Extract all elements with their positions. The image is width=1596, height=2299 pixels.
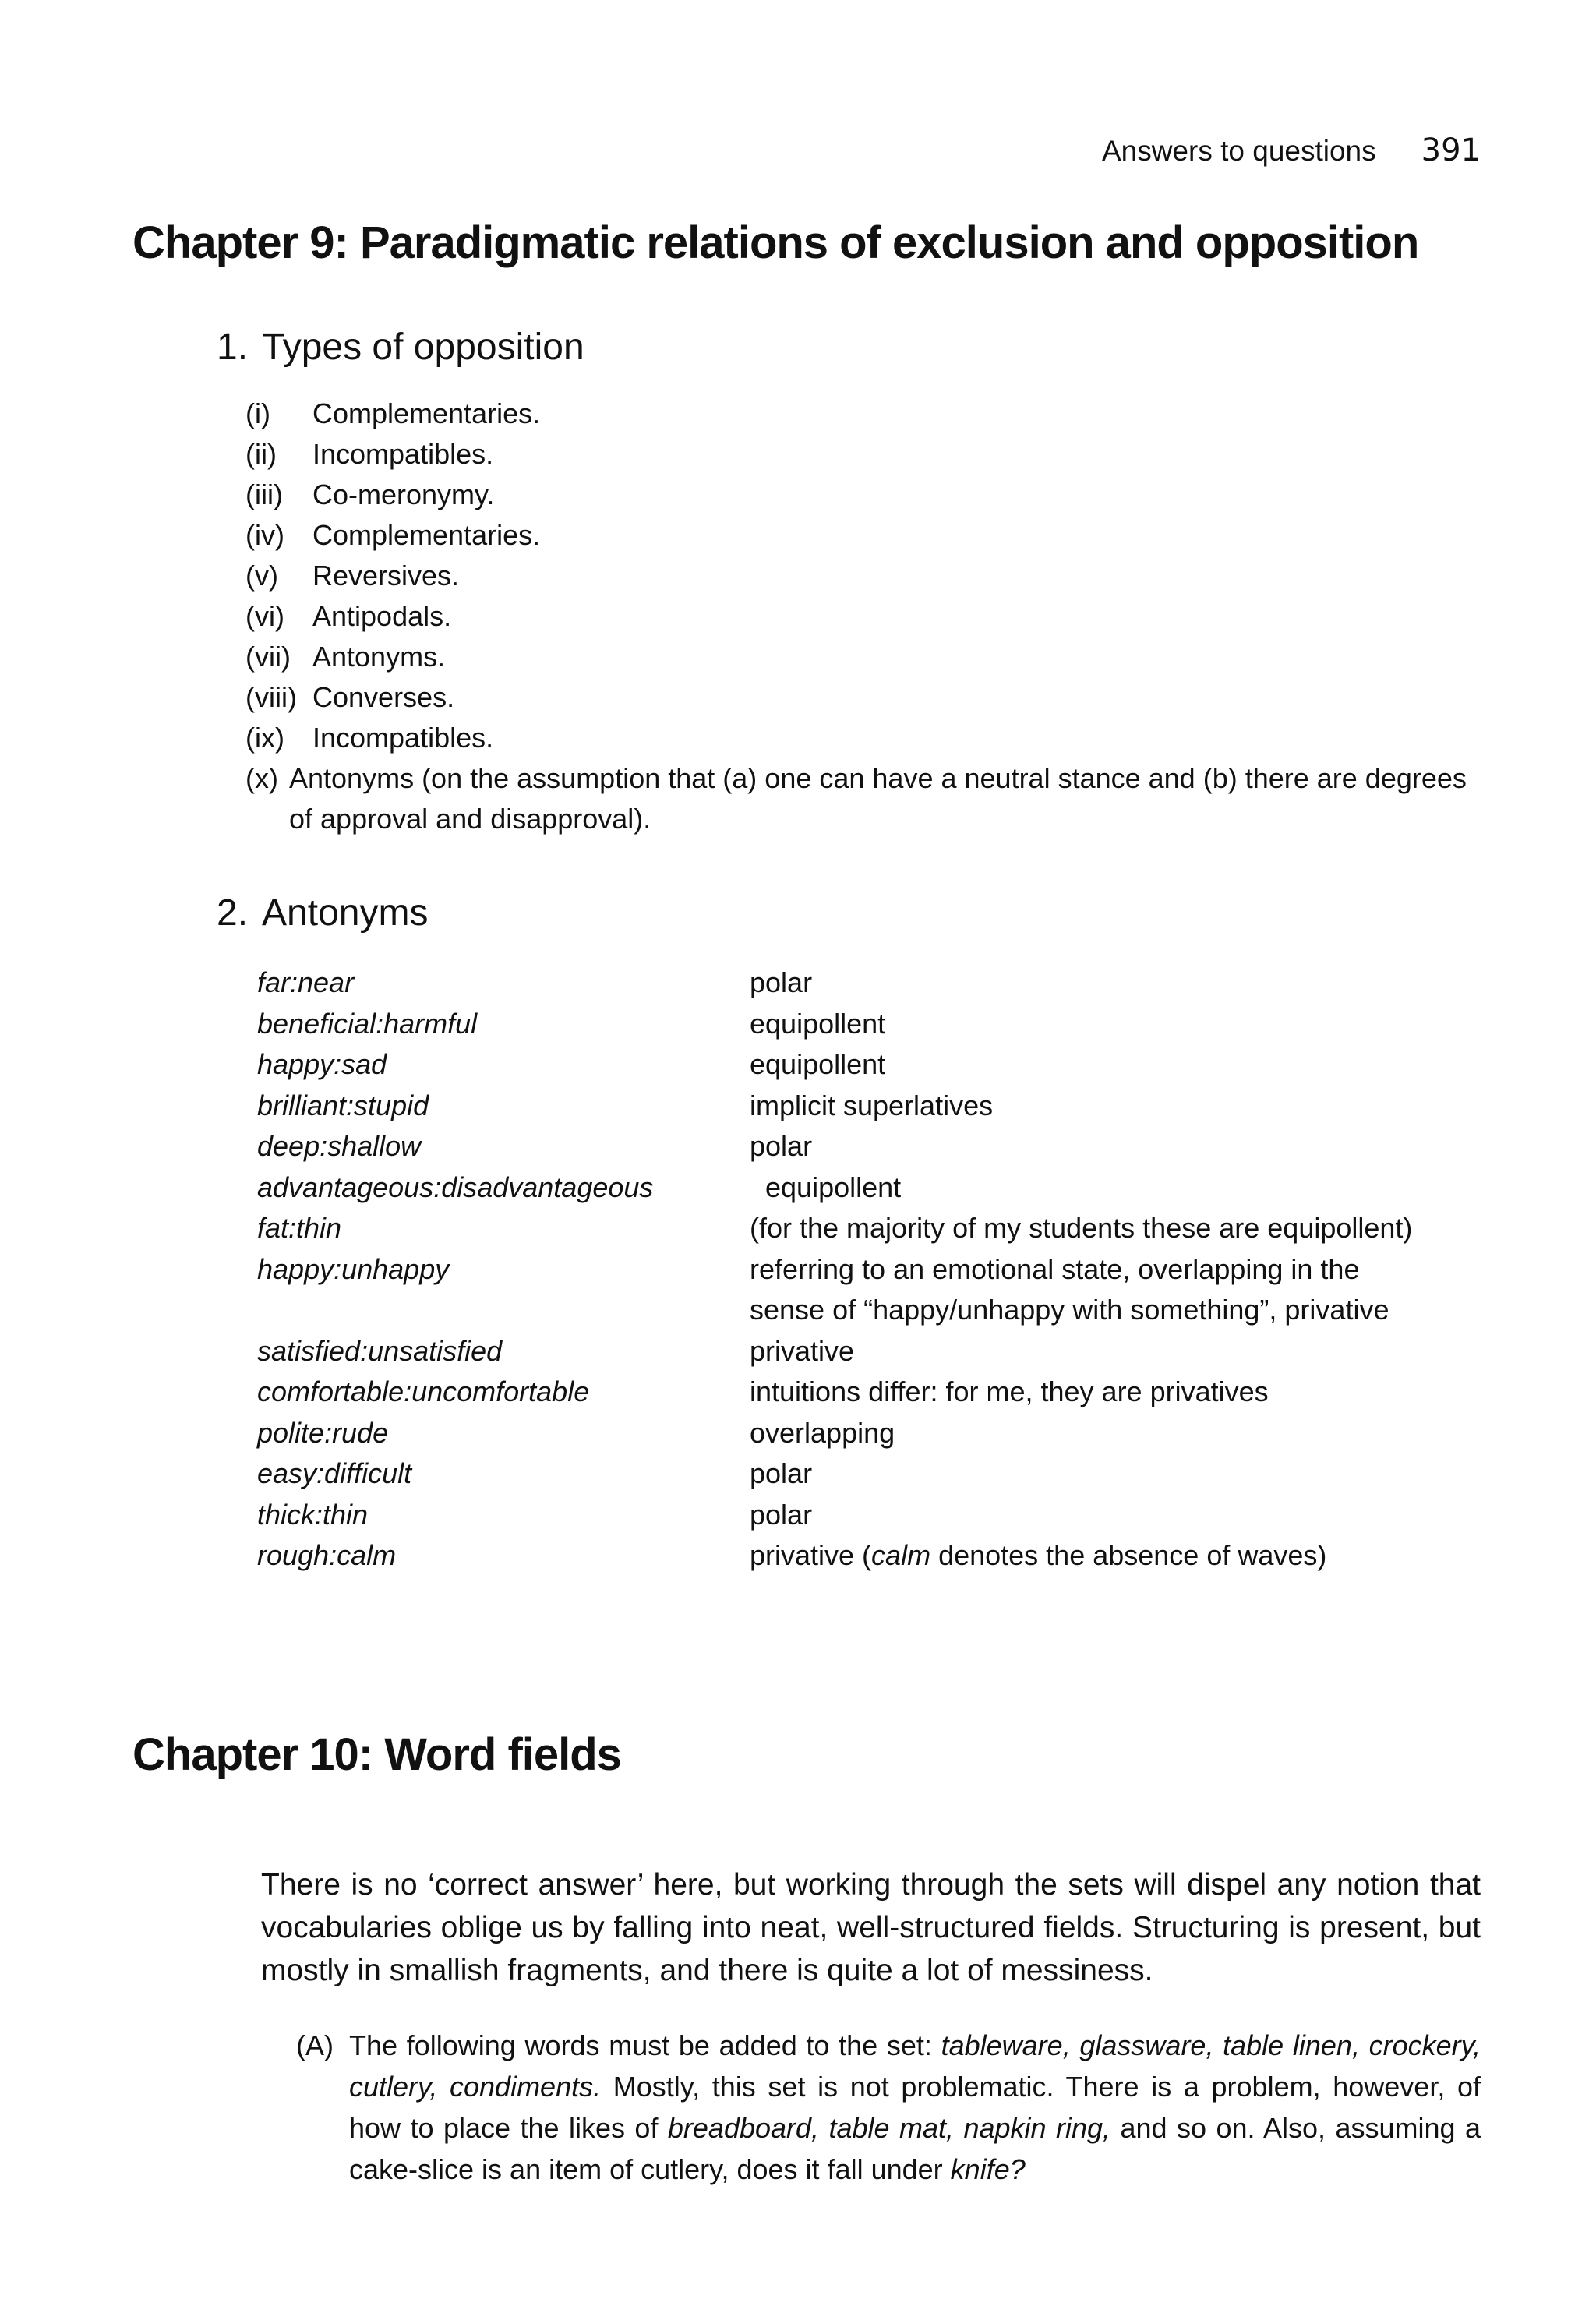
item-number: (x) (245, 762, 278, 794)
item-number: (viii) (245, 681, 297, 713)
antonym-type: equipollent (765, 1171, 902, 1203)
antonym-type: referring to an emotional state, overlapping in the (750, 1252, 1360, 1285)
antonym-type: equipollent (750, 1048, 886, 1080)
item-text: Antipodals. (312, 600, 452, 632)
chapter-10-title: Chapter 10: Word fields (132, 1729, 621, 1780)
item-text: Converses. (312, 681, 455, 713)
item-number: (iv) (245, 519, 284, 551)
antonym-type (750, 1535, 1496, 1577)
antonym-type: polar (750, 1130, 813, 1162)
antonyms-table (257, 962, 1496, 1577)
list-item (245, 394, 1485, 434)
type-text: denotes the absence of waves) (930, 1539, 1327, 1571)
section-1-title: Types of opposition (262, 327, 584, 368)
antonym-type: overlapping (750, 1416, 895, 1449)
list-item (245, 556, 1485, 596)
table-row (257, 1044, 1496, 1086)
list-item (245, 637, 1485, 677)
table-row (257, 1413, 1496, 1454)
antonym-pair: brilliant:stupid (257, 1089, 429, 1121)
list-item (245, 718, 1485, 758)
item-text: Reversives. (312, 560, 460, 592)
list-item-a (296, 2025, 1481, 2190)
antonym-pair: happy:sad (257, 1048, 387, 1080)
antonym-pair: deep:shallow (257, 1130, 422, 1162)
item-number: (ii) (245, 438, 277, 470)
table-row (257, 962, 1496, 1004)
item-text: Complementaries. (312, 519, 541, 551)
table-row (257, 1086, 1496, 1127)
antonym-type: equipollent (750, 1007, 886, 1040)
item-text (349, 2025, 1481, 2190)
antonym-pair: beneficial:harmful (257, 1007, 478, 1040)
item-text: Incompatibles. (312, 722, 494, 754)
text-run: Mostly, this set is not problematic. There is a problem, however, of how to place the likes of (349, 2071, 1481, 2144)
item-number: (vii) (245, 641, 291, 673)
section-1-number: 1. (217, 327, 249, 368)
italic-run: tableware, glassware, table linen, crockery, cutlery, condiments. (349, 2029, 1481, 2103)
page-number: 391 (1421, 132, 1481, 168)
chapter-9-title: Chapter 9: Paradigmatic relations of exclusion and opposition (132, 217, 1419, 268)
antonym-type: polar (750, 1457, 813, 1489)
item-text: Co-meronymy. (312, 479, 495, 510)
table-row (257, 1372, 1496, 1413)
section-2-title: Antonyms (262, 892, 429, 934)
item-number: (iii) (245, 479, 283, 510)
table-row (257, 1167, 1496, 1209)
antonym-pair: happy:unhappy (257, 1252, 450, 1285)
list-item (245, 515, 1485, 556)
item-text: Complementaries. (312, 397, 541, 429)
table-row (257, 1004, 1496, 1045)
section-1-heading (217, 326, 584, 369)
antonym-pair: rough:calm (257, 1539, 397, 1571)
antonym-pair: fat:thin (257, 1212, 342, 1244)
list-item (245, 434, 1485, 475)
antonym-type: intuitions differ: for me, they are privatives (750, 1376, 1269, 1407)
running-head (857, 132, 1481, 168)
text-run: The following words must be added to the set: (349, 2029, 941, 2061)
italic-run: knife? (950, 2153, 1026, 2185)
section-2-heading (217, 892, 428, 934)
item-label: (A) (296, 2029, 334, 2061)
table-row (257, 1331, 1496, 1372)
antonym-type: sense of “happy/unhappy with something”, privative (750, 1294, 1389, 1326)
table-row (257, 1249, 1496, 1291)
list-item (245, 677, 1485, 718)
section-2-number: 2. (217, 892, 249, 934)
antonym-type: polar (750, 1498, 813, 1531)
antonym-pair: easy:difficult (257, 1457, 412, 1489)
table-row (257, 1453, 1496, 1495)
antonym-pair: satisfied:unsatisfied (257, 1334, 503, 1367)
item-number: (i) (245, 397, 270, 429)
antonym-pair (257, 1290, 750, 1331)
antonym-pair: far:near (257, 966, 355, 998)
antonym-pair: thick:thin (257, 1498, 369, 1531)
antonym-pair: advantageous:disadvantageous (257, 1171, 654, 1203)
item-number: (vi) (245, 600, 284, 632)
type-text: privative ( (750, 1539, 872, 1571)
italic-run: breadboard, table mat, napkin ring, (667, 2112, 1111, 2144)
antonym-type: privative (750, 1334, 855, 1367)
opposition-list (245, 394, 1485, 839)
item-text: Antonyms. (312, 641, 446, 673)
table-row (257, 1208, 1496, 1249)
list-item (245, 596, 1485, 637)
item-number: (v) (245, 560, 278, 592)
antonym-type: implicit superlatives (750, 1089, 994, 1121)
item-number: (ix) (245, 722, 284, 754)
type-italic: calm (871, 1539, 931, 1571)
list-item (245, 475, 1485, 515)
antonym-type: polar (750, 966, 813, 998)
chapter-10-paragraph: There is no ‘correct answer’ here, but working through the sets will dispel any notion that vocabularies oblige us by falling into neat, well-structured fields. Structuring is present, but mostly in smallish fragments, and there is quite a lot of messiness. (261, 1868, 1481, 1987)
table-row (257, 1495, 1496, 1536)
table-row (257, 1535, 1496, 1577)
antonym-pair: polite:rude (257, 1416, 389, 1449)
table-row (257, 1126, 1496, 1167)
item-text: Incompatibles. (312, 438, 494, 470)
text-run: and so on. Also, assuming a cake-slice is an item of cutlery, does it fall under (349, 2112, 1481, 2185)
table-row (257, 1290, 1496, 1331)
running-head-title: Answers to questions (1101, 135, 1376, 167)
antonym-pair: comfortable:uncomfortable (257, 1376, 590, 1407)
item-text: Antonyms (on the assumption that (a) one can have a neutral stance and (b) there are degrees of approval and disapproval). (289, 762, 1467, 835)
antonym-type: (for the majority of my students these are equipollent) (750, 1212, 1413, 1244)
list-item (245, 758, 1485, 839)
